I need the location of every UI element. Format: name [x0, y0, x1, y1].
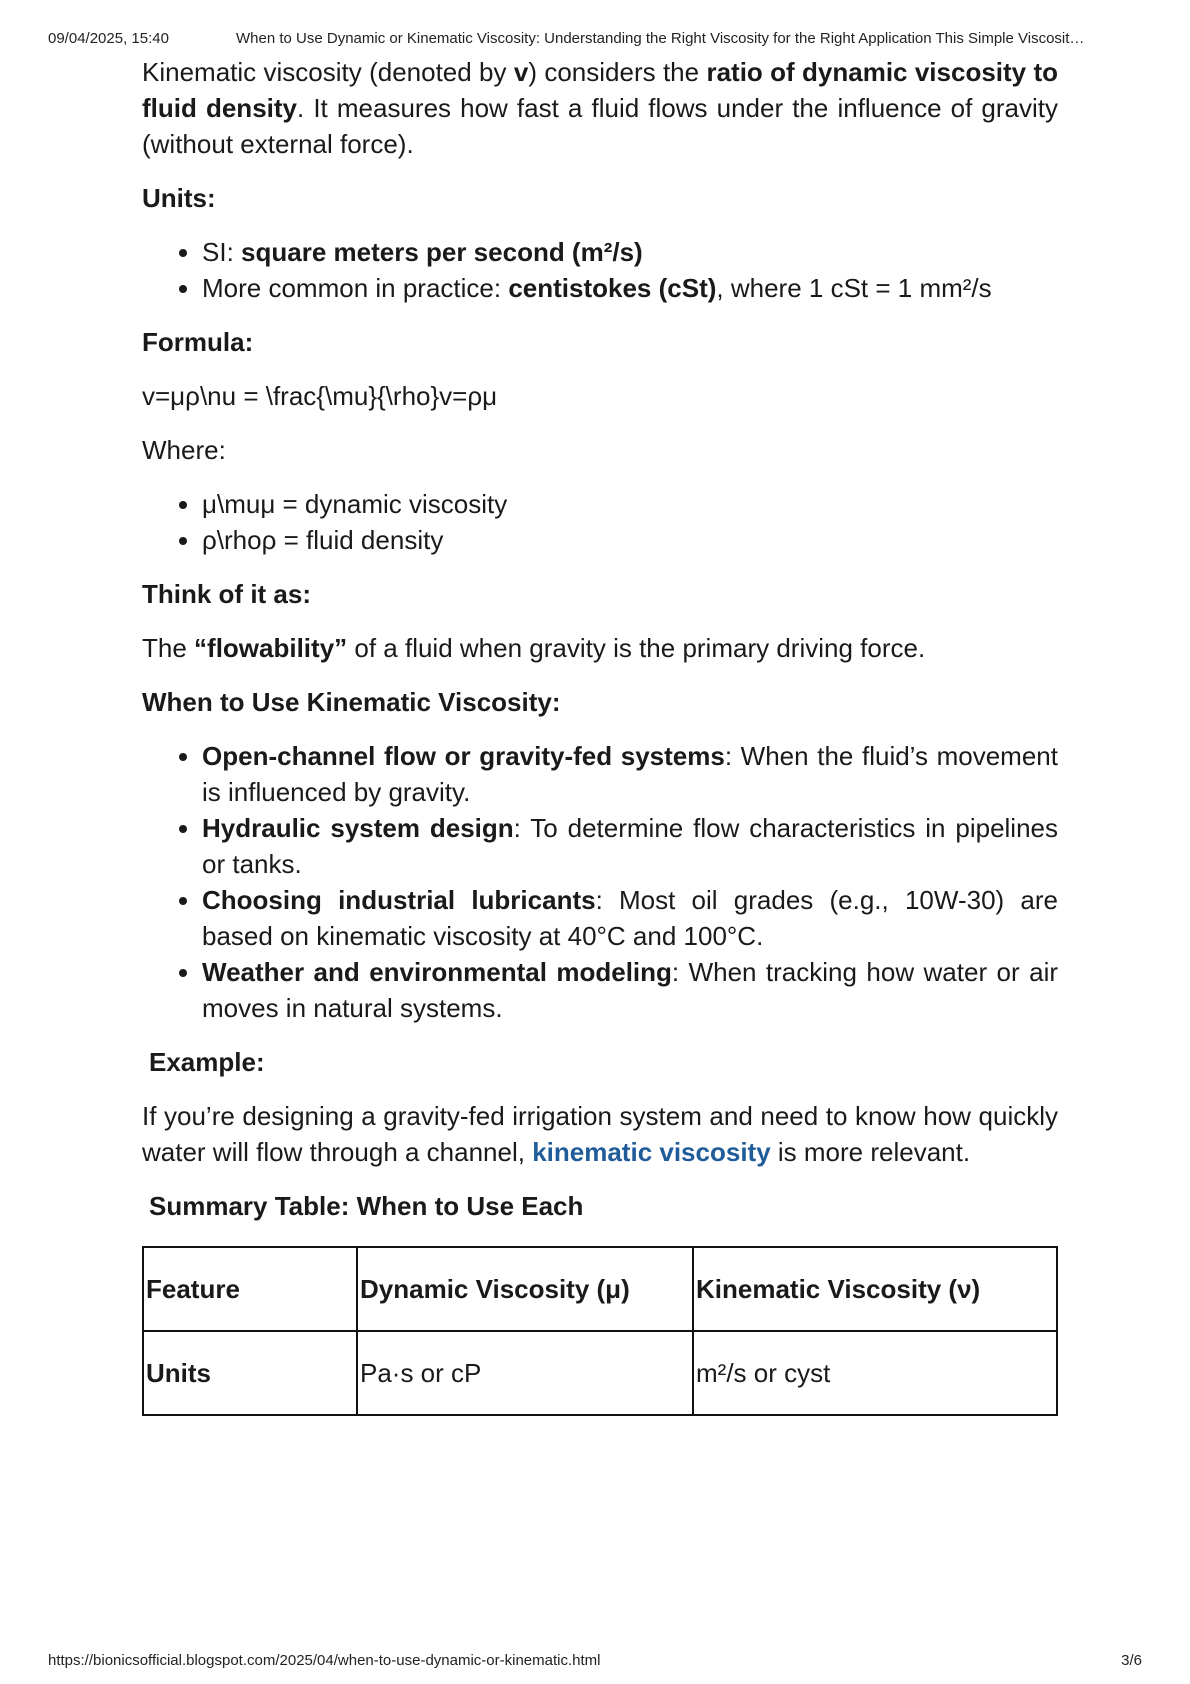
example-heading: Example: — [149, 1047, 265, 1077]
table-header-cell: Dynamic Viscosity (μ) — [357, 1247, 693, 1331]
example-text-1: If you’re designing a gravity-fed irrigation system and need to know how quickly water will flow through a channel, — [142, 1101, 1058, 1167]
think-paragraph — [142, 630, 1058, 666]
list-item — [202, 738, 1058, 810]
think-text-2: of a fluid when gravity is the primary driving force. — [347, 633, 926, 663]
when-list — [142, 738, 1058, 1026]
formula-variables-list — [142, 486, 1058, 558]
page-url: https://bionicsofficial.blogspot.com/2025/04/when-to-use-dynamic-or-kinematic.html — [48, 1652, 601, 1669]
list-item — [202, 882, 1058, 954]
intro-symbol: v — [513, 57, 529, 87]
list-item — [202, 954, 1058, 1026]
print-datetime: 09/04/2025, 15:40 — [48, 30, 169, 47]
list-item — [202, 234, 1058, 270]
summary-table — [142, 1246, 1058, 1416]
formula-heading: Formula: — [142, 327, 254, 357]
intro-text-1: Kinematic viscosity (denoted by — [142, 57, 514, 87]
example-paragraph — [142, 1098, 1058, 1170]
item-bold: Hydraulic system design — [202, 813, 514, 843]
list-item — [202, 810, 1058, 882]
intro-bold-phrase: ratio of dynamic viscosity to fluid density — [142, 57, 1059, 123]
think-bold: “flowability” — [194, 633, 348, 663]
when-heading: When to Use Kinematic Viscosity: — [142, 687, 561, 717]
intro-paragraph — [142, 54, 1058, 162]
kinematic-viscosity-link[interactable]: kinematic viscosity — [532, 1137, 771, 1167]
table-header-cell: Kinematic Viscosity (ν) — [693, 1247, 1057, 1331]
item-text: : To determine flow characteristics in pipelines or tanks. — [202, 813, 1058, 879]
list-item: • ρ\rhoρ = fluid density — [202, 522, 1058, 558]
example-text-2: is more relevant. — [770, 1137, 971, 1167]
common-value: centistokes (cSt) — [508, 273, 717, 303]
think-text-1: The — [142, 633, 195, 663]
list-item: • μ\muμ = dynamic viscosity — [202, 486, 1058, 522]
intro-text-2: ) considers the — [528, 57, 707, 87]
intro-text-3: . It measures how fast a fluid flows under the influence of gravity (without external force). — [142, 93, 1058, 159]
where-label: Where: — [142, 435, 226, 465]
item-bold: Choosing industrial lubricants — [202, 885, 596, 915]
units-heading: Units: — [142, 183, 216, 213]
list-item — [202, 270, 1058, 306]
table-header-row — [143, 1247, 1057, 1331]
summary-heading: Summary Table: When to Use Each — [149, 1191, 584, 1221]
print-page-title: When to Use Dynamic or Kinematic Viscosity: Understanding the Right Viscosity for the Right Application This Simple Viscosit… — [236, 30, 1085, 47]
article-content — [142, 54, 1058, 1416]
table-row — [143, 1331, 1057, 1415]
common-suffix: , where 1 cSt = 1 mm²/s — [716, 273, 992, 303]
table-cell: Pa·s or cP — [357, 1331, 693, 1415]
table-cell: Units — [143, 1331, 357, 1415]
item-bold: Weather and environmental modeling — [202, 957, 672, 987]
item-bold: Open-channel flow or gravity-fed systems — [202, 741, 725, 771]
item-text: : When tracking how water or air moves in natural systems. — [202, 957, 1058, 1023]
si-value: square meters per second (m²/s) — [241, 237, 643, 267]
common-prefix: More common in practice: — [202, 273, 509, 303]
units-list — [142, 234, 1058, 306]
think-heading: Think of it as: — [142, 579, 311, 609]
table-header-cell: Feature — [143, 1247, 357, 1331]
page-number: 3/6 — [1121, 1652, 1142, 1669]
table-cell: m²/s or cyst — [693, 1331, 1057, 1415]
si-prefix: SI: — [202, 237, 242, 267]
item-text: : Most oil grades (e.g., 10W-30) are based on kinematic viscosity at 40°C and 100°C. — [202, 885, 1058, 951]
item-text: : When the fluid’s movement is influenced by gravity. — [202, 741, 1058, 807]
formula-expression: v=μρ\nu = \frac{\mu}{\rho}v=ρμ — [142, 381, 498, 411]
